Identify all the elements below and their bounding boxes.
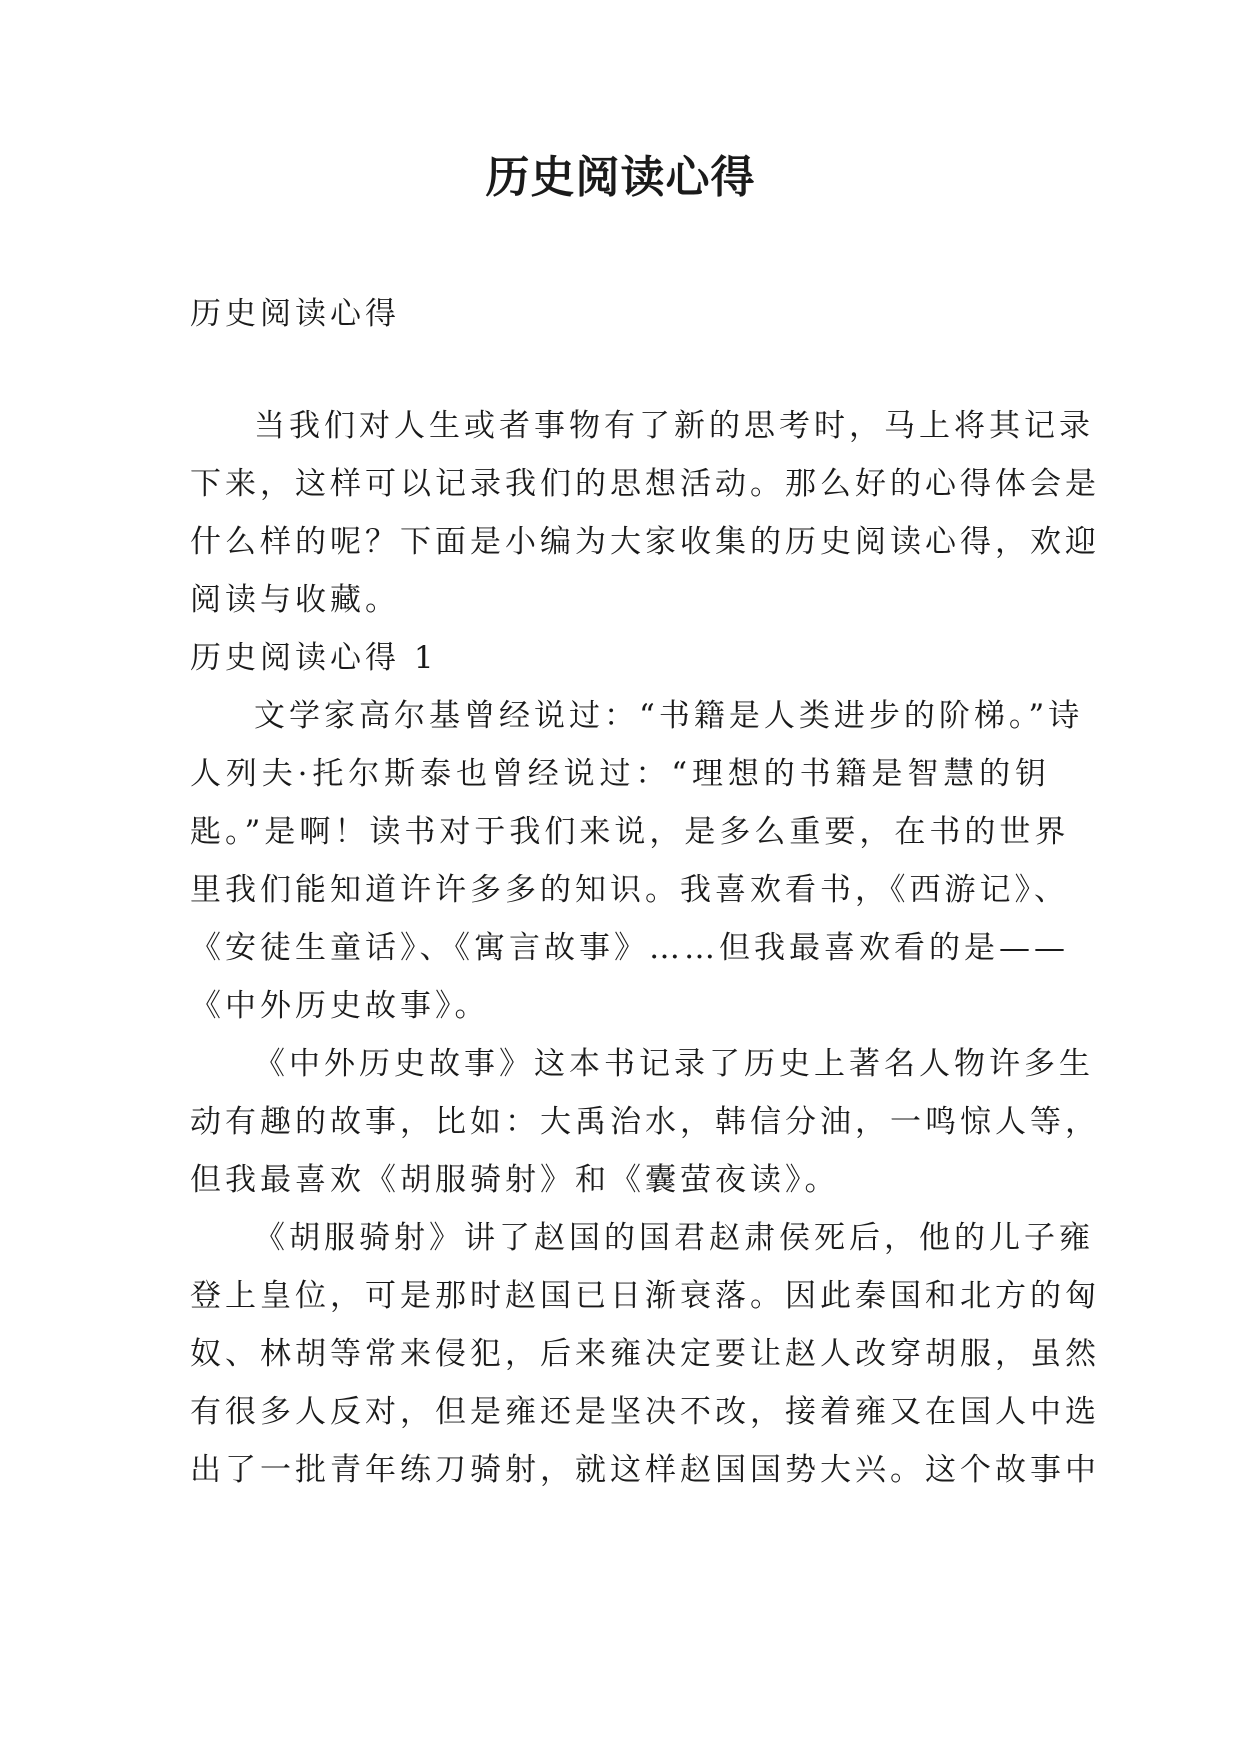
- paragraph-line: 《中外历史故事》这本书记录了历史上著名人物许多生: [254, 1046, 1094, 1082]
- paragraph-line: 人列夫·托尔斯泰也曾经说过：“理想的书籍是智慧的钥: [190, 756, 1050, 792]
- body-paragraph: [190, 1042, 1100, 1202]
- document-body: [190, 292, 1100, 1506]
- paragraph-line: 阅读与收藏。: [190, 582, 400, 618]
- section-heading: 历史阅读心得 1: [190, 640, 438, 676]
- body-paragraph: [190, 694, 1084, 1028]
- paragraph-line: 《胡服骑射》讲了赵国的国君赵肃侯死后，他的儿子雍: [254, 1220, 1094, 1256]
- document-title: 历史阅读心得: [485, 152, 756, 203]
- paragraph-line: 登上皇位，可是那时赵国已日渐衰落。因此秦国和北方的匈: [190, 1278, 1100, 1314]
- paragraph-line: 有很多人反对，但是雍还是坚决不改，接着雍又在国人中选: [190, 1394, 1100, 1430]
- body-paragraph: [190, 1216, 1100, 1492]
- paragraph-line: 奴、林胡等常来侵犯，后来雍决定要让赵人改穿胡服，虽然: [190, 1336, 1100, 1372]
- paragraph-line: 当我们对人生或者事物有了新的思考时，马上将其记录: [254, 408, 1094, 444]
- paragraph-line: 动有趣的故事，比如：大禹治水，韩信分油，一鸣惊人等，: [190, 1104, 1100, 1140]
- paragraph-line: 匙。”是啊！读书对于我们来说，是多么重要，在书的世界: [190, 814, 1070, 850]
- paragraph-line: 出了一批青年练刀骑射，就这样赵国国势大兴。这个故事中: [190, 1452, 1100, 1488]
- paragraph-line: 但我最喜欢《胡服骑射》和《囊萤夜读》。: [190, 1162, 840, 1198]
- intro-paragraph: [190, 404, 1100, 622]
- paragraph-line: 文学家高尔基曾经说过：“书籍是人类进步的阶梯。”诗: [254, 698, 1084, 734]
- paragraph-line: 《中外历史故事》。: [190, 988, 490, 1024]
- paragraph-line: 下来，这样可以记录我们的思想活动。那么好的心得体会是: [190, 466, 1100, 502]
- document-subtitle: 历史阅读心得: [190, 296, 400, 332]
- paragraph-line: 《安徒生童话》、《寓言故事》……但我最喜欢看的是——: [190, 930, 1069, 966]
- paragraph-line: 什么样的呢？下面是小编为大家收集的历史阅读心得，欢迎: [190, 524, 1100, 560]
- paragraph-line: 里我们能知道许许多多的知识。我喜欢看书，《西游记》、: [190, 872, 1069, 908]
